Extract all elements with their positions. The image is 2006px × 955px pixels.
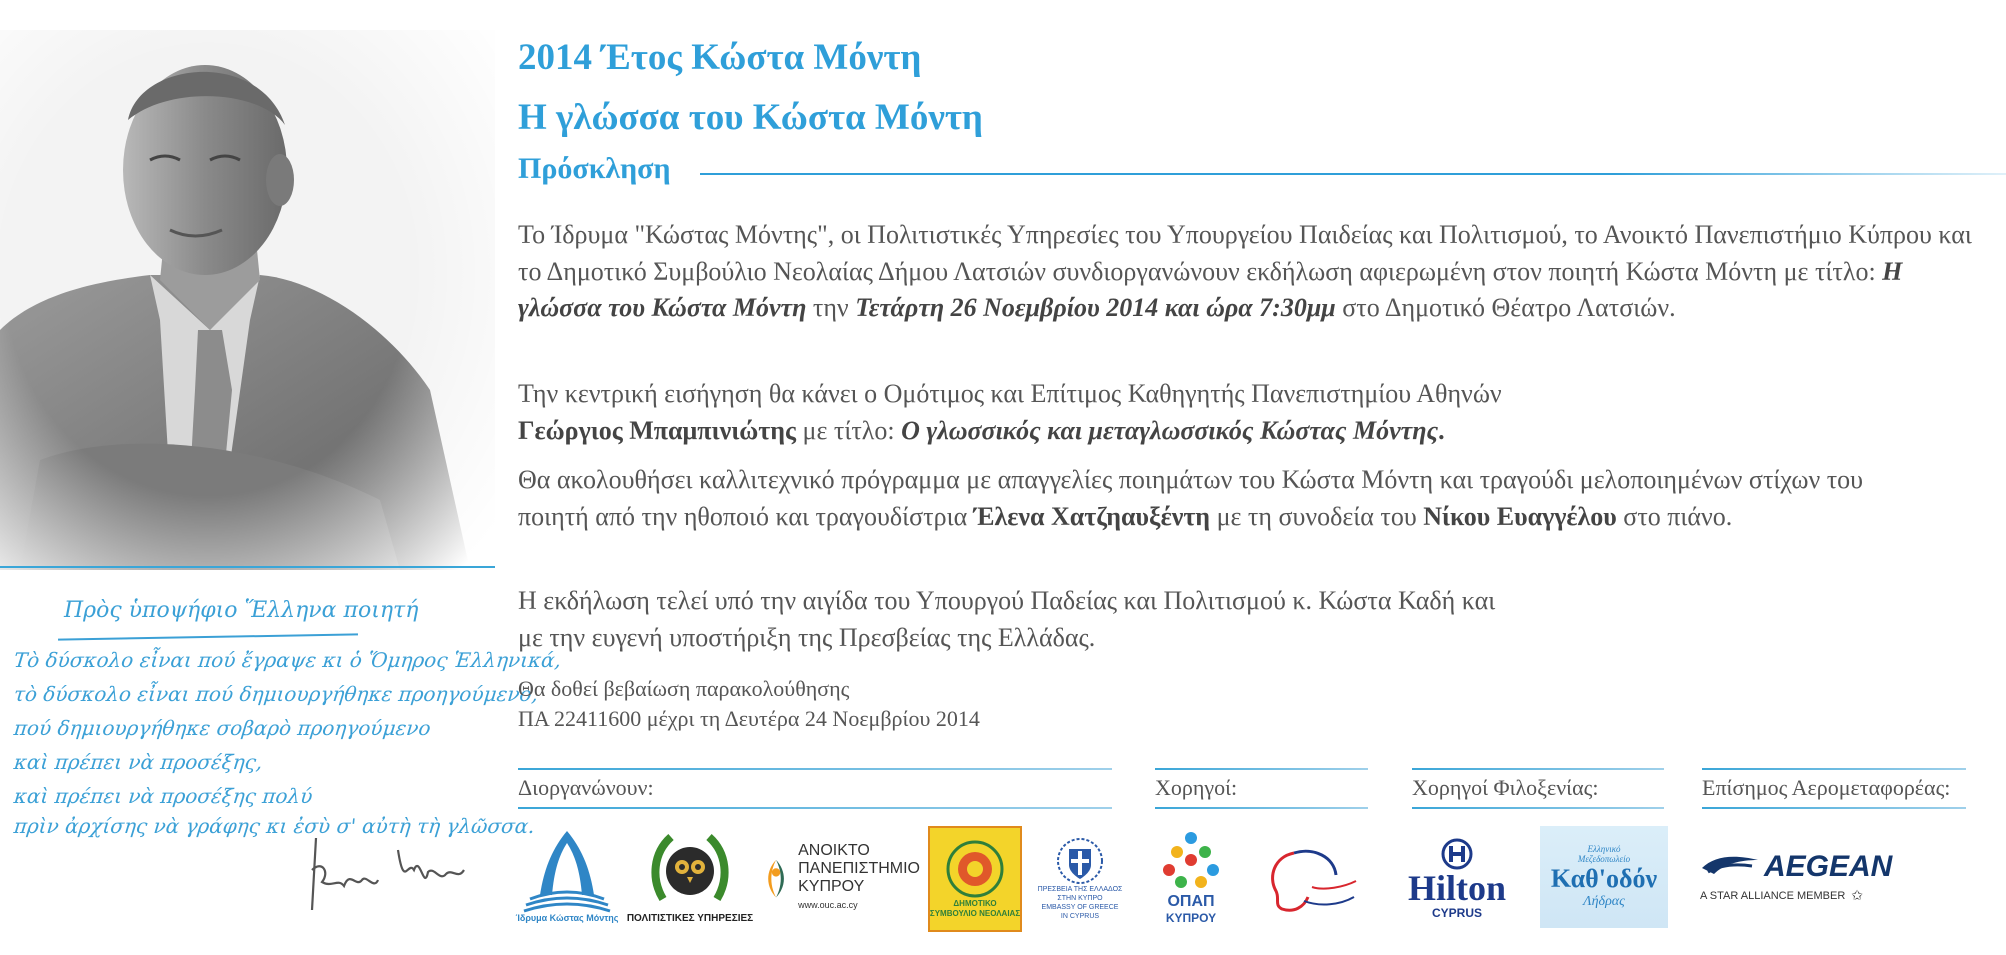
pianist-name: Νίκου Ευαγγέλου — [1423, 501, 1617, 531]
opap-line: ΟΠΑΠ — [1167, 893, 1215, 910]
paragraph-speaker — [518, 376, 1988, 449]
paragraph-auspices — [518, 583, 1988, 656]
embassy-line: ΣΤΗΝ ΚΥΠΡΟ — [1057, 895, 1103, 902]
organizers-rule-top — [518, 768, 1112, 770]
youth-caption-line: ΣΥΜΒΟΥΛΙΟ ΝΕΟΛΑΙΑΣ — [929, 909, 1021, 918]
speaker-name: Γεώργιος Μπαμπινιώτης — [518, 415, 797, 445]
hilton-emblem-icon — [1437, 838, 1477, 870]
signature-image — [304, 830, 474, 920]
ouc-line: ΚΥΠΡΟΥ — [798, 878, 865, 895]
youth-council-logo — [928, 826, 1022, 932]
kathodon-name: Καθ'οδόν — [1550, 864, 1658, 893]
kathodon-top-line: Μεζεδοπωλείο — [1577, 854, 1631, 864]
aegean-bird-icon — [1700, 852, 1760, 882]
airline-rule-bottom — [1702, 807, 1966, 809]
text-run: με τη συνοδεία του — [1210, 501, 1424, 531]
sponsor-face-logo — [1262, 845, 1362, 919]
heading-rule — [700, 173, 2006, 175]
cultural-caption: ΠΟΛΙΤΙΣΤΙΚΕΣ ΥΠΗΡΕΣΙΕΣ — [626, 912, 754, 924]
embassy-line: ΠΡΕΣΒΕΙΑ ΤΗΣ ΕΛΛΑΔΟΣ — [1037, 886, 1123, 893]
foundation-logo — [515, 825, 619, 927]
laurel-owl-emblem-icon — [647, 829, 733, 913]
foundation-emblem-icon — [522, 829, 612, 913]
airline-label: Επίσημος Αερομεταφορέας: — [1702, 775, 1951, 800]
opap-figure-icon — [1159, 830, 1223, 894]
hospitality-label: Χορηγοί Φιλοξενίας: — [1412, 775, 1599, 800]
organizers-rule-bottom — [518, 807, 1112, 809]
greek-coat-of-arms-icon — [1057, 837, 1103, 885]
text-run: Η εκδήλωση τελεί υπό την αιγίδα του Υπουργού Παδείας και Πολιτισμού κ. Κώστα Καδή και — [518, 586, 1496, 615]
embassy-line: EMBASSY OF GREECE — [1041, 904, 1119, 911]
youth-caption — [930, 899, 1020, 919]
invitation-heading: Πρόσκληση — [518, 152, 671, 185]
poem-line: καὶ πρέπει νὰ προσέξης πολύ — [12, 784, 314, 808]
portrait-divider — [0, 566, 495, 568]
star-alliance-icon: ✩ — [1851, 888, 1864, 904]
ouc-url: www.ouc.ac.cy — [798, 900, 858, 910]
kathodon-top — [1578, 844, 1630, 864]
singer-name: Έλενα Χατζηαυξέντη — [973, 501, 1211, 531]
embassy-line: IN CYPRUS — [1060, 913, 1100, 920]
paragraph-program — [518, 462, 1938, 535]
event-title: Η γλώσσα του Κώστα Μόντη — [518, 256, 1903, 322]
ouc-line: ΠΑΝΕΠΙΣΤΗΜΙΟ — [798, 860, 920, 877]
embassy-logo — [1030, 830, 1130, 928]
poem-line: τὸ δύσκολο εἶναι πού δημιουργήθηκε προηγούμενο, — [12, 682, 540, 706]
hospitality-rule-bottom — [1412, 807, 1664, 809]
aegean-logo — [1700, 842, 1900, 912]
note-line: ΠΑ 22411600 μέχρι τη Δευτέρα 24 Νοεμβρίου 2014 — [518, 706, 980, 731]
poem-title: Πρὸς ὑποψήφιο Ἕλληνα ποιητή — [64, 598, 419, 623]
aegean-member-row — [1700, 888, 1863, 905]
hilton-city: CYPRUS — [1431, 906, 1482, 920]
text-run: στο Δημοτικό Θέατρο Λατσιών. — [1335, 293, 1676, 322]
opap-line: ΚΥΠΡΟΥ — [1165, 911, 1217, 925]
aegean-member: A STAR ALLIANCE MEMBER — [1700, 890, 1846, 902]
sponsors-rule-bottom — [1155, 807, 1368, 809]
embassy-caption — [1038, 885, 1123, 921]
youth-caption-line: ΔΗΜΟΤΙΚΟ — [953, 899, 997, 908]
title-line-1: 2014 Έτος Κώστα Μόντη — [518, 37, 922, 78]
handwritten-poem — [12, 592, 563, 932]
kathodon-top-line: Ελληνικό — [1587, 844, 1621, 854]
open-university-logo — [760, 838, 920, 918]
attendance-note — [518, 674, 980, 734]
event-datetime: Τετάρτη 26 Νοεμβρίου 2014 και ώρα 7:30μμ — [855, 293, 1336, 322]
text-run: στο πιάνο. — [1616, 501, 1733, 531]
kathodon-logo — [1540, 826, 1668, 928]
opap-caption — [1166, 894, 1216, 926]
poem-title-underline — [58, 633, 358, 640]
foundation-caption: Ίδρυμα Κώστας Μόντης — [515, 913, 619, 923]
aegean-name: AEGEAN — [1764, 849, 1893, 883]
kathodon-place: Λήδρας — [1583, 894, 1625, 909]
stylized-face-icon — [1264, 847, 1360, 917]
text-run: Το Ίδρυμα "Κώστας Μόντης", οι Πολιτιστικές Υπηρεσίες του Υπουργείου Παιδείας και Πολιτισμού, το Ανοικτό Πανεπιστήμιο Κύπρου και το Δημοτικό Συμβούλιο Νεολαίας Δήμου Λατσιών συνδιοργανώνουν εκδήλωση αφιερωμένη στον ποιητή Κώστα Μόντη με τίτλο: — [518, 220, 1972, 286]
poem-line: καὶ πρέπει νὰ προσέξης, — [12, 750, 264, 774]
text-run: με την ευγενή υποστήριξη της Πρεσβείας της Ελλάδας. — [518, 622, 1096, 652]
poem-line: πού δημιουργήθηκε σοβαρὸ προηγούμενο — [12, 716, 432, 740]
sponsors-rule-top — [1155, 768, 1368, 770]
youth-council-emblem-icon — [945, 839, 1005, 899]
speech-title: Ο γλωσσικός και μεταγλωσσικός Κώστας Μόντης — [901, 415, 1439, 445]
organizers-label: Διοργανώνουν: — [518, 775, 654, 800]
text-run: Την κεντρική εισήγηση θα κάνει ο Ομότιμος και Επίτιμος Καθηγητής Πανεπιστημίου Αθηνών — [518, 379, 1502, 408]
airline-rule-top — [1702, 768, 1966, 770]
text-run: την — [806, 293, 856, 322]
sponsors-label: Χορηγοί: — [1155, 775, 1238, 800]
cultural-services-logo — [625, 825, 755, 927]
ouc-line: ΑΝΟΙΚΤΟ — [798, 842, 870, 859]
poem-line: Τὸ δύσκολο εἶναι πού ἔγραψε κι ὁ Ὅμηρος Ἑλληνικά, — [12, 648, 563, 672]
hilton-name: Hilton — [1407, 868, 1506, 908]
hilton-logo — [1402, 836, 1512, 922]
hospitality-rule-top — [1412, 768, 1664, 770]
opap-logo — [1155, 828, 1227, 928]
note-line: Θα δοθεί βεβαίωση παρακολούθησης — [518, 676, 850, 701]
paragraph-event — [518, 217, 1988, 327]
text-run: . — [1438, 415, 1445, 445]
title-line-2: Η γλώσσα του Κώστα Μόντη — [518, 97, 983, 138]
ouc-text — [798, 842, 920, 914]
aegean-mark — [1700, 850, 1892, 884]
portrait-photo — [0, 30, 495, 570]
poem-line: πρὶν ἀρχίσης νὰ γράφης κι ἐσὺ σ' αὐτὴ τὴ γλῶσσα. — [12, 814, 537, 838]
text-run: με τίτλο: — [796, 415, 902, 445]
text-run: Θα ακολουθήσει καλλιτεχνικό πρόγραμμα με απαγγελίες ποιημάτων του Κώστα Μόντη και τραγούδι μελοποιημένων στίχων του ποιητή από την ηθοποιό και τραγουδίστρια — [518, 465, 1864, 531]
ouc-emblem-icon — [760, 848, 792, 908]
